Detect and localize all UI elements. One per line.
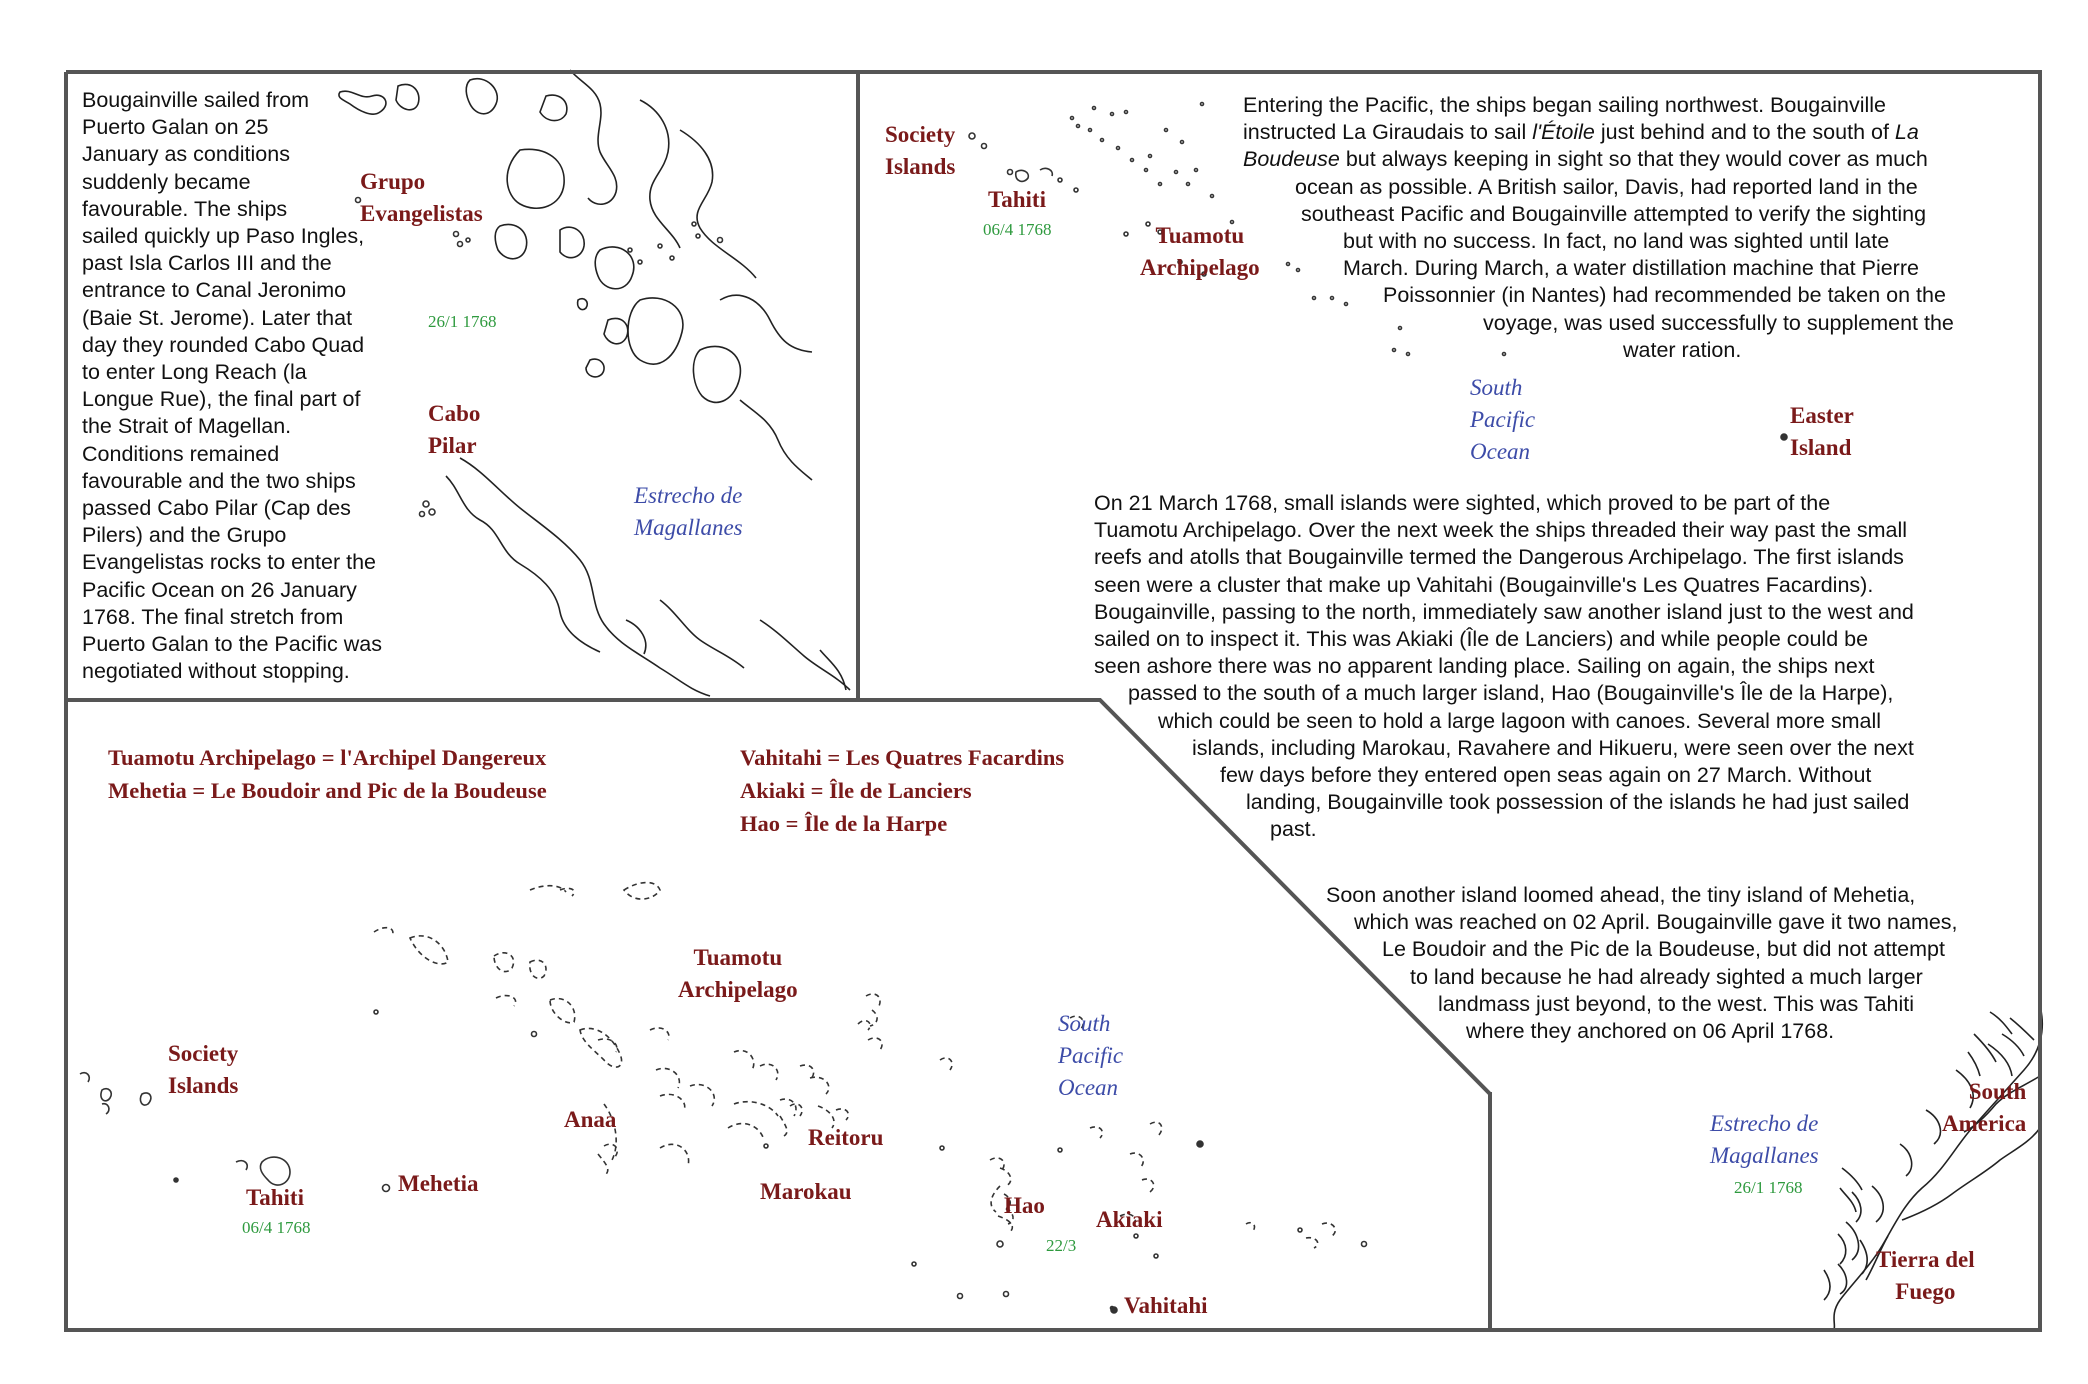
narrative-line: entrance to Canal Jeronimo: [82, 278, 347, 303]
narrative-line: past.: [1270, 817, 1317, 842]
label-tahiti-overview: Tahiti: [988, 187, 1046, 212]
label-society-islands-overview: [885, 119, 955, 183]
label-line: America: [1942, 1111, 2027, 1136]
narrative-line: landmass just beyond, to the west. This was Tahiti: [1438, 991, 1915, 1016]
narrative-line: negotiated without stopping.: [82, 659, 350, 684]
narrative-text: southeast Pacific and Bougainville attempted to verify the sighting: [1301, 201, 1927, 226]
narrative-text: just behind and to the south of: [1594, 120, 1895, 145]
label-cabo-pilar: [428, 398, 480, 462]
narrative-line: Soon another island loomed ahead, the tiny island of Mehetia,: [1326, 883, 1916, 907]
narrative-line: which was reached on 02 April. Bougainville gave it two names,: [1354, 910, 1958, 935]
narrative-line: islands, including Marokau, Ravahere and Hikueru, were seen over the next: [1192, 735, 1914, 760]
date-magellan: 26/1 1768: [428, 312, 497, 331]
magellan-narrative: [82, 87, 382, 685]
narrative-line: [1243, 201, 1954, 228]
narrative-line: Tuamotu Archipelago. Over the next week the ships threaded their way past the small: [1094, 518, 1908, 543]
date-magellan-inset: 26/1 1768: [1734, 1178, 1803, 1197]
narrative-line: Puerto Galan on 25: [82, 115, 269, 140]
narrative-line: seen ashore there was no apparent landing place. Sailing on again, the ships next: [1094, 654, 1875, 679]
label-tahiti-detail: Tahiti: [246, 1185, 304, 1210]
magellan-coastline: [339, 70, 850, 696]
narrative-line: which could be seen to hold a large lagoon with canoes. Several more small: [1158, 708, 1882, 733]
label-line: Estrecho de: [634, 483, 743, 508]
ship-name: La: [1894, 120, 1919, 145]
label-vahitahi: Vahitahi: [1124, 1293, 1208, 1318]
narrative-line: Bougainville sailed from: [82, 88, 310, 112]
narrative-line: On 21 March 1768, small islands were sighted, which proved to be part of the: [1094, 491, 1831, 515]
label-line: Grupo: [360, 169, 426, 194]
label-line: Pacific: [1058, 1043, 1124, 1068]
label-estrecho-de-magallanes: [634, 480, 743, 544]
narrative-text: but with no success. In fact, no land was sighted until late: [1343, 229, 1890, 254]
date-tahiti-overview: 06/4 1768: [983, 220, 1052, 239]
equivalence-mehetia: Mehetia = Le Boudoir and Pic de la Boudeuse: [108, 778, 547, 803]
label-line: Islands: [168, 1073, 239, 1098]
label-line: Pacific: [1470, 407, 1536, 432]
label-line: Easter: [1790, 403, 1854, 428]
label-easter-island: [1790, 400, 1854, 464]
label-line: Pilar: [428, 433, 477, 458]
narrative-text: ocean as possible. A British sailor, Davis, had reported land in the: [1295, 174, 1918, 199]
narrative-text: instructed La Giraudais to sail: [1243, 120, 1533, 145]
label-line: Cabo: [428, 401, 481, 426]
narrative-line: Pilers) and the Grupo: [82, 523, 287, 548]
label-marokau: Marokau: [760, 1179, 852, 1204]
label-line: Society: [168, 1041, 239, 1066]
narrative-text: Poissonnier (in Nantes) had recommended be taken on the: [1383, 283, 1946, 308]
narrative-line: favourable and the two ships: [82, 468, 356, 493]
narrative-line: Puerto Galan to the Pacific was: [82, 632, 382, 657]
label-reitoru: Reitoru: [808, 1125, 884, 1150]
narrative-line: [1243, 255, 1954, 282]
narrative-line: [1243, 174, 1954, 201]
label-anaa: Anaa: [564, 1107, 617, 1132]
narrative-line: Bougainville, passing to the north, immediately saw another island just to the west and: [1094, 599, 1914, 624]
label-estrecho-de-magallanes-inset: [1710, 1108, 1819, 1172]
pacific-narrative: [1243, 92, 1954, 364]
narrative-line: 1768. The final stretch from: [82, 604, 344, 629]
narrative-line: [1243, 119, 1954, 146]
label-grupo-evangelistas: [360, 166, 483, 230]
label-line: Tuamotu: [693, 945, 783, 970]
magellan-islets: [356, 198, 723, 517]
label-line: Tierra del: [1876, 1247, 1975, 1272]
label-line: Island: [1790, 435, 1852, 460]
narrative-line: Conditions remained: [82, 441, 280, 466]
equivalence-vahitahi: Vahitahi = Les Quatres Facardins: [740, 745, 1065, 770]
label-line: South: [1058, 1011, 1111, 1036]
narrative-line: where they anchored on 06 April 1768.: [1466, 1019, 1835, 1044]
mehetia-narrative: [1326, 882, 1958, 1045]
label-south-pacific-ocean-overview: [1470, 372, 1535, 468]
narrative-line: Longue Rue), the final part of: [82, 387, 361, 412]
narrative-text: water ration.: [1623, 337, 1742, 362]
narrative-line: [1243, 92, 1954, 119]
narrative-line: few days before they entered open seas again on 27 March. Without: [1220, 763, 1872, 788]
equivalence-hao: Hao = Île de la Harpe: [740, 811, 948, 836]
narrative-line: to enter Long Reach (la: [82, 360, 307, 385]
equivalence-tuamotu: Tuamotu Archipelago = l'Archipel Dangereux: [108, 745, 547, 770]
narrative-line: the Strait of Magellan.: [82, 414, 292, 439]
label-south-america: [1942, 1076, 2026, 1140]
label-line: Magallanes: [634, 515, 743, 540]
narrative-line: sailed on to inspect it. This was Akiaki (Île de Lanciers) and while people could be: [1094, 627, 1869, 652]
label-line: Ocean: [1470, 439, 1531, 464]
label-line: Islands: [885, 154, 956, 179]
label-line: South: [1968, 1079, 2027, 1104]
ship-name: Boudeuse: [1243, 147, 1340, 172]
tuamotu-narrative: [1094, 490, 1914, 844]
date-hao: 22/3: [1046, 1236, 1077, 1255]
label-south-pacific-ocean-detail: [1058, 1008, 1123, 1104]
narrative-line: reefs and atolls that Bougainville termed the Dangerous Archipelago. The first islands: [1094, 545, 1904, 570]
narrative-line: seen were a cluster that make up Vahitahi (Bougainville's Les Quatres Facardins).: [1094, 572, 1874, 597]
narrative-line: [1243, 310, 1954, 337]
narrative-line: suddenly became: [82, 169, 251, 194]
label-line: Archipelago: [678, 977, 798, 1002]
label-line: South: [1470, 375, 1523, 400]
label-line: Fuego: [1895, 1279, 1956, 1304]
label-hao: Hao: [1004, 1193, 1045, 1218]
label-society-islands-detail: [168, 1038, 238, 1102]
ship-name: l'Étoile: [1532, 120, 1595, 145]
narrative-text: voyage, was used successfully to supplement the: [1483, 310, 1954, 335]
date-tahiti-detail: 06/4 1768: [242, 1218, 311, 1237]
narrative-line: Le Boudoir and the Pic de la Boudeuse, but did not attempt: [1382, 937, 1945, 962]
narrative-line: sailed quickly up Paso Ingles,: [82, 224, 365, 249]
label-akiaki: Akiaki: [1096, 1207, 1163, 1232]
narrative-line: (Baie St. Jerome). Later that: [82, 305, 353, 330]
label-line: Magallanes: [1710, 1143, 1819, 1168]
narrative-line: January as conditions: [82, 142, 290, 167]
equivalence-akiaki: Akiaki = Île de Lanciers: [740, 778, 972, 803]
narrative-line: past Isla Carlos III and the: [82, 251, 332, 276]
narrative-line: [1243, 228, 1954, 255]
label-mehetia: Mehetia: [398, 1171, 479, 1196]
label-line: Estrecho de: [1710, 1111, 1819, 1136]
narrative-text: March. During March, a water distillation machine that Pierre: [1343, 256, 1919, 281]
narrative-line: [1243, 337, 1954, 364]
label-line: Ocean: [1058, 1075, 1119, 1100]
narrative-line: [1243, 282, 1954, 309]
narrative-line: passed to the south of a much larger island, Hao (Bougainville's Île de la Harpe),: [1128, 681, 1894, 706]
label-tuamotu-overview: [1140, 220, 1260, 284]
narrative-line: day they rounded Cabo Quad: [82, 332, 365, 357]
narrative-line: passed Cabo Pilar (Cap des: [82, 496, 351, 521]
narrative-text: but always keeping in sight so that they would cover as much: [1339, 147, 1928, 172]
label-tierra-del-fuego: [1876, 1244, 1975, 1308]
label-line: Tuamotu: [1155, 223, 1245, 248]
label-line: Society: [885, 122, 956, 147]
narrative-line: [1243, 146, 1954, 173]
label-line: Archipelago: [1140, 255, 1260, 280]
label-tuamotu-detail: [678, 942, 798, 1006]
label-line: Evangelistas: [360, 201, 483, 226]
narrative-line: to land because he had already sighted a much larger: [1410, 964, 1923, 989]
narrative-text: Entering the Pacific, the ships began sailing northwest. Bougainville: [1243, 93, 1886, 117]
narrative-line: Pacific Ocean on 26 January: [82, 577, 357, 602]
narrative-line: favourable. The ships: [82, 196, 288, 221]
narrative-line: Evangelistas rocks to enter the: [82, 550, 376, 575]
narrative-line: landing, Bougainville took possession of the islands he had just sailed: [1246, 790, 1910, 815]
